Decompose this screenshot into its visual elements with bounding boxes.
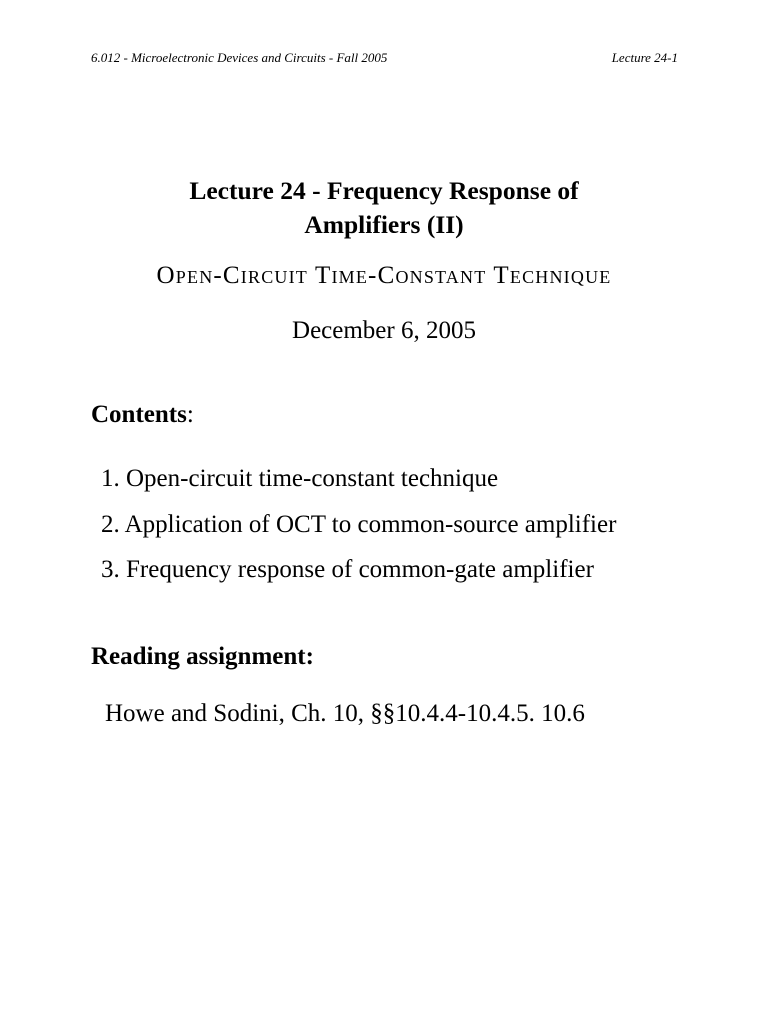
lecture-title-line-2: Amplifiers (II) (304, 210, 464, 239)
list-item (101, 552, 616, 598)
list-item-number: 1. (101, 465, 120, 492)
lecture-title (84, 174, 684, 242)
list-item-text: Frequency response of common-gate amplifier (126, 556, 594, 583)
contents-heading (91, 401, 194, 429)
reading-assignment-text: Howe and Sodini, Ch. 10, §§10.4.4-10.4.5. 10.6 (105, 700, 585, 727)
list-item-number: 2. (101, 510, 120, 538)
page-label: Lecture 24-1 (611, 50, 678, 65)
list-item (101, 461, 616, 507)
contents-heading-label: Contents (91, 401, 187, 428)
contents-heading-colon: : (186, 401, 194, 428)
contents-list (101, 461, 616, 598)
list-item (101, 507, 616, 553)
list-item-text: Application of OCT to common-source amplifier (124, 510, 617, 538)
list-item-text: Open-circuit time-constant technique (126, 465, 499, 492)
list-item-number: 3. (101, 556, 120, 583)
lecture-subtitle: Open-Circuit Time-Constant Technique (156, 262, 612, 289)
course-header: 6.012 - Microelectronic Devices and Circuits - Fall 2005 (91, 50, 388, 65)
lecture-title-line-1: Lecture 24 - Frequency Response of (189, 176, 579, 205)
lecture-date: December 6, 2005 (292, 317, 476, 344)
reading-heading: Reading assignment: (91, 643, 314, 670)
